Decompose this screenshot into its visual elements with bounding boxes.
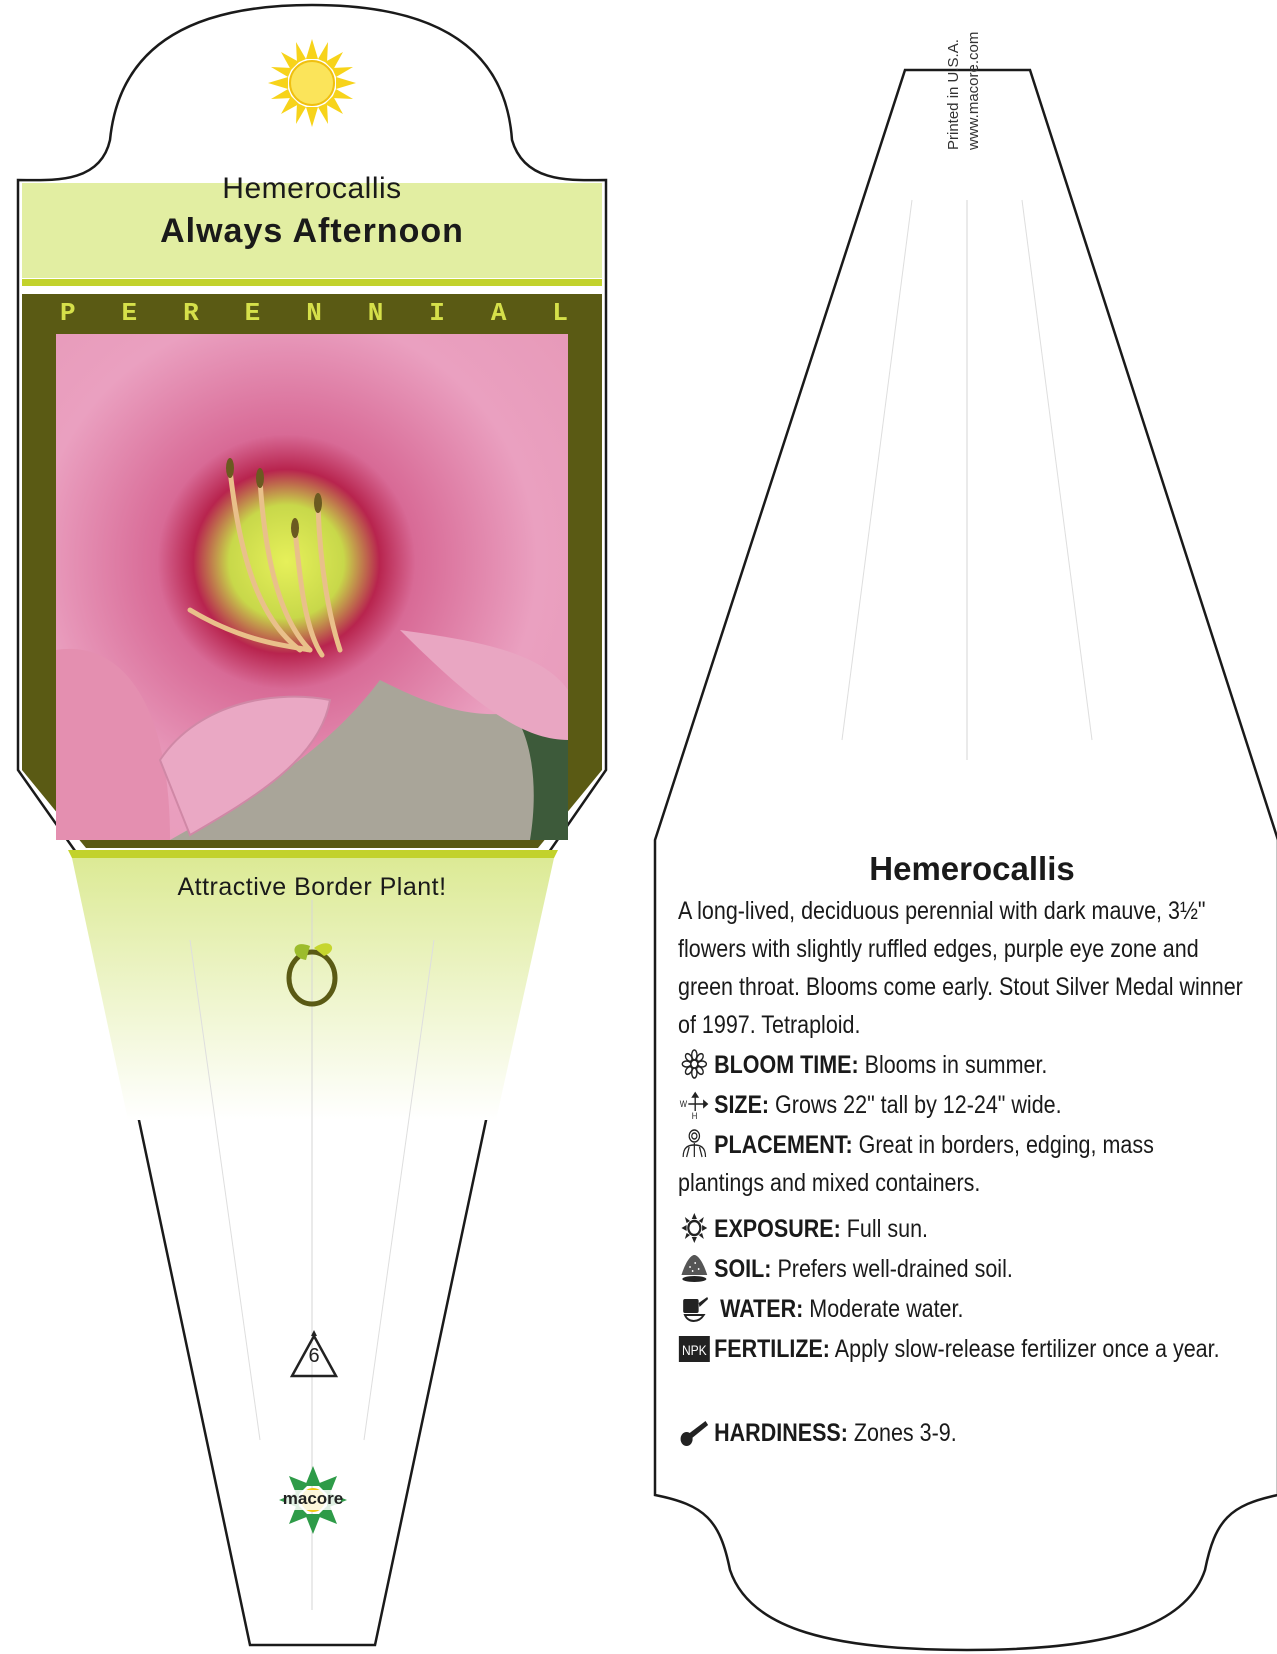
attribute-value: Full sun.: [846, 1215, 929, 1243]
sun-icon: [268, 39, 356, 127]
attribute-hardiness: [678, 1414, 1246, 1452]
attribute-soil: [678, 1250, 1246, 1288]
attribute-value: Apply slow-release fertilizer once a year.: [834, 1335, 1220, 1363]
recycle-number: 6: [308, 1345, 320, 1367]
attribute-label: HARDINESS:: [714, 1419, 848, 1447]
perennial-letter: I: [429, 298, 445, 328]
attribute-bloom-time: [678, 1046, 1246, 1084]
perennial-letter: E: [244, 298, 261, 328]
perennial-label: [60, 298, 568, 332]
perennial-letter: L: [552, 298, 568, 328]
watering-can-icon: [678, 1293, 711, 1323]
flower-photo: [56, 334, 568, 840]
attribute-value: Grows 22" tall by 12-24" wide.: [775, 1091, 1062, 1119]
attribute-label: WATER:: [720, 1295, 804, 1323]
svg-text:H: H: [691, 1110, 698, 1119]
attribute-label: PLACEMENT:: [714, 1131, 853, 1159]
website-text: www.macore.com: [965, 31, 982, 150]
lime-stripe: [22, 279, 602, 286]
attribute-placement: [678, 1126, 1246, 1202]
attribute-value: Prefers well-drained soil.: [777, 1255, 1013, 1283]
npk-icon: [678, 1333, 711, 1363]
front-genus-title: Hemerocallis: [222, 172, 402, 205]
sun-icon: [678, 1213, 711, 1243]
perennial-letter: R: [183, 298, 199, 328]
attribute-fertilize: [678, 1330, 1246, 1368]
attribute-exposure: [678, 1210, 1246, 1248]
front-tagline: Attractive Border Plant!: [177, 873, 447, 901]
perennial-letter: P: [60, 298, 76, 328]
back-title: Hemerocallis: [869, 850, 1075, 887]
attribute-value: Blooms in summer.: [864, 1051, 1048, 1079]
description: A long-lived, deciduous perennial with dark mauve, 3½" flowers with slightly ruffled edges, purple eye zone and green throat. Blooms come early. Stout Silver Medal winner of 1997. Tetraploid.: [678, 897, 1243, 1039]
attribute-label: EXPOSURE:: [714, 1215, 841, 1243]
svg-text:W: W: [679, 1098, 688, 1110]
attribute-value: Moderate water.: [809, 1295, 964, 1323]
printed-location: Printed in U.S.A.: [945, 39, 962, 150]
perennial-letter: N: [306, 298, 322, 328]
brand-name: macore: [282, 1489, 344, 1508]
flower-icon: [678, 1049, 711, 1079]
attribute-label: SIZE:: [714, 1091, 770, 1119]
attribute-label: BLOOM TIME:: [714, 1051, 859, 1079]
npk-text: NPK: [681, 1342, 707, 1359]
front-cultivar-title: Always Afternoon: [160, 212, 464, 250]
attribute-value: Great in borders, edging, mass plantings and mixed containers.: [678, 1131, 1154, 1197]
perennial-letter: A: [490, 298, 507, 328]
attribute-label: SOIL:: [714, 1255, 772, 1283]
attribute-size: [678, 1086, 1246, 1124]
soil-icon: [678, 1253, 711, 1283]
size-arrows-icon: [678, 1089, 711, 1119]
printed-in-text: [944, 32, 984, 150]
perennial-letter: N: [367, 298, 384, 328]
placement-plants-icon: [678, 1129, 711, 1159]
attribute-value: Zones 3-9.: [853, 1419, 957, 1447]
perennial-letter: E: [121, 298, 138, 328]
attribute-water: [678, 1290, 1246, 1328]
attribute-label: FERTILIZE:: [714, 1335, 830, 1363]
thermometer-icon: [678, 1417, 711, 1447]
